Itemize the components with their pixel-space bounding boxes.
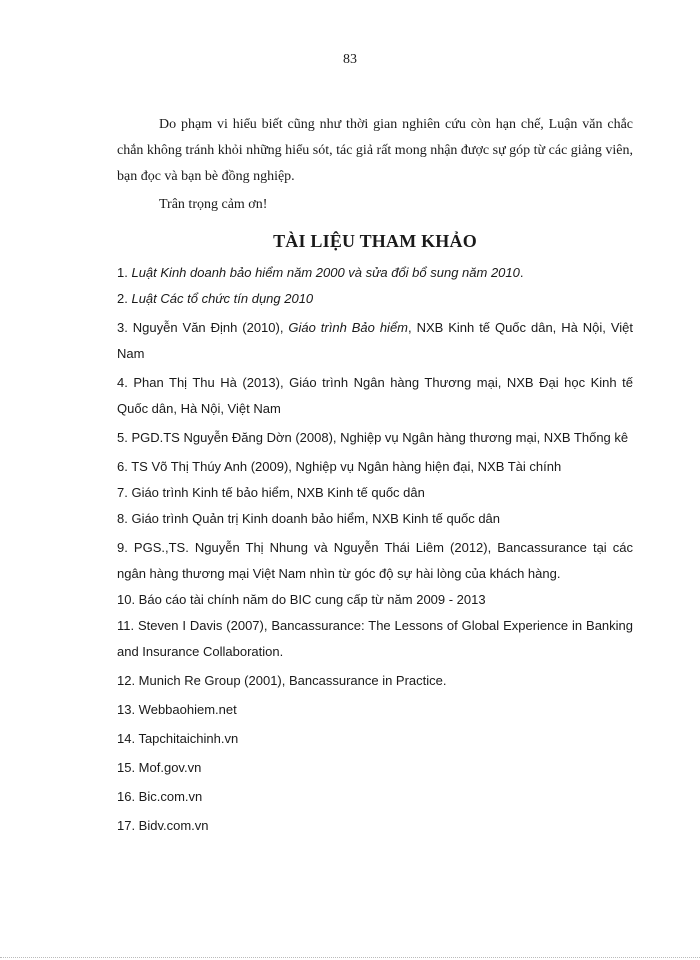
- reference-item: 14. Tapchitaichinh.vn: [117, 731, 239, 746]
- reference-item: 3. Nguyễn Văn Định (2010), Giáo trình Bảo hiểm, NXB Kinh tế Quốc dân, Hà Nội, Việt Nam: [117, 320, 633, 361]
- page-bottom-border: [0, 957, 700, 958]
- reference-item: 1. Luật Kinh doanh bảo hiểm năm 2000 và sửa đổi bổ sung năm 2010.: [117, 265, 524, 280]
- closing-thanks: Trân trọng cảm ơn!: [159, 197, 268, 212]
- reference-item: 10. Báo cáo tài chính năm do BIC cung cấp từ năm 2009 - 2013: [117, 592, 486, 607]
- reference-item: 11. Steven I Davis (2007), Bancassurance: The Lessons of Global Experience in Banking and Insurance Collaboration.: [117, 618, 633, 659]
- page-number: 83: [343, 52, 357, 67]
- references-heading: TÀI LIỆU THAM KHẢO: [273, 231, 477, 251]
- references-list: [117, 260, 633, 839]
- reference-item: 15. Mof.gov.vn: [117, 760, 202, 775]
- reference-item: 7. Giáo trình Kinh tế bảo hiểm, NXB Kinh tế quốc dân: [117, 485, 425, 500]
- reference-item: 16. Bic.com.vn: [117, 789, 203, 804]
- reference-item: 5. PGD.TS Nguyễn Đăng Dờn (2008), Nghiệp vụ Ngân hàng thương mại, NXB Thống kê: [117, 430, 629, 445]
- reference-item: 4. Phan Thị Thu Hà (2013), Giáo trình Ngân hàng Thương mại, NXB Đại học Kinh tế Quốc dân, Hà Nội, Việt Nam: [117, 375, 633, 416]
- reference-item: 17. Bidv.com.vn: [117, 818, 209, 833]
- closing-paragraph: Do phạm vi hiểu biết cũng như thời gian nghiên cứu còn hạn chế, Luận văn chắc chắn không tránh khỏi những hiểu sót, tác giả rất mong nhận được sự góp từ các giảng viên, bạn đọc và bạn bè đồng nghiệp.: [117, 117, 633, 184]
- document-body: [117, 112, 633, 839]
- reference-item: 6. TS Võ Thị Thúy Anh (2009), Nghiệp vụ Ngân hàng hiện đại, NXB Tài chính: [117, 459, 562, 474]
- reference-item: 2. Luật Các tổ chức tín dụng 2010: [117, 291, 314, 306]
- reference-item: 8. Giáo trình Quản trị Kinh doanh bảo hiểm, NXB Kinh tế quốc dân: [117, 511, 501, 526]
- reference-item: 13. Webbaohiem.net: [117, 702, 237, 717]
- reference-item: 12. Munich Re Group (2001), Bancassurance in Practice.: [117, 673, 447, 688]
- reference-item: 9. PGS.,TS. Nguyễn Thị Nhung và Nguyễn Thái Liêm (2012), Bancassurance tại các ngân hàng thương mại Việt Nam nhìn từ góc độ sự hài lòng của khách hàng.: [117, 540, 633, 581]
